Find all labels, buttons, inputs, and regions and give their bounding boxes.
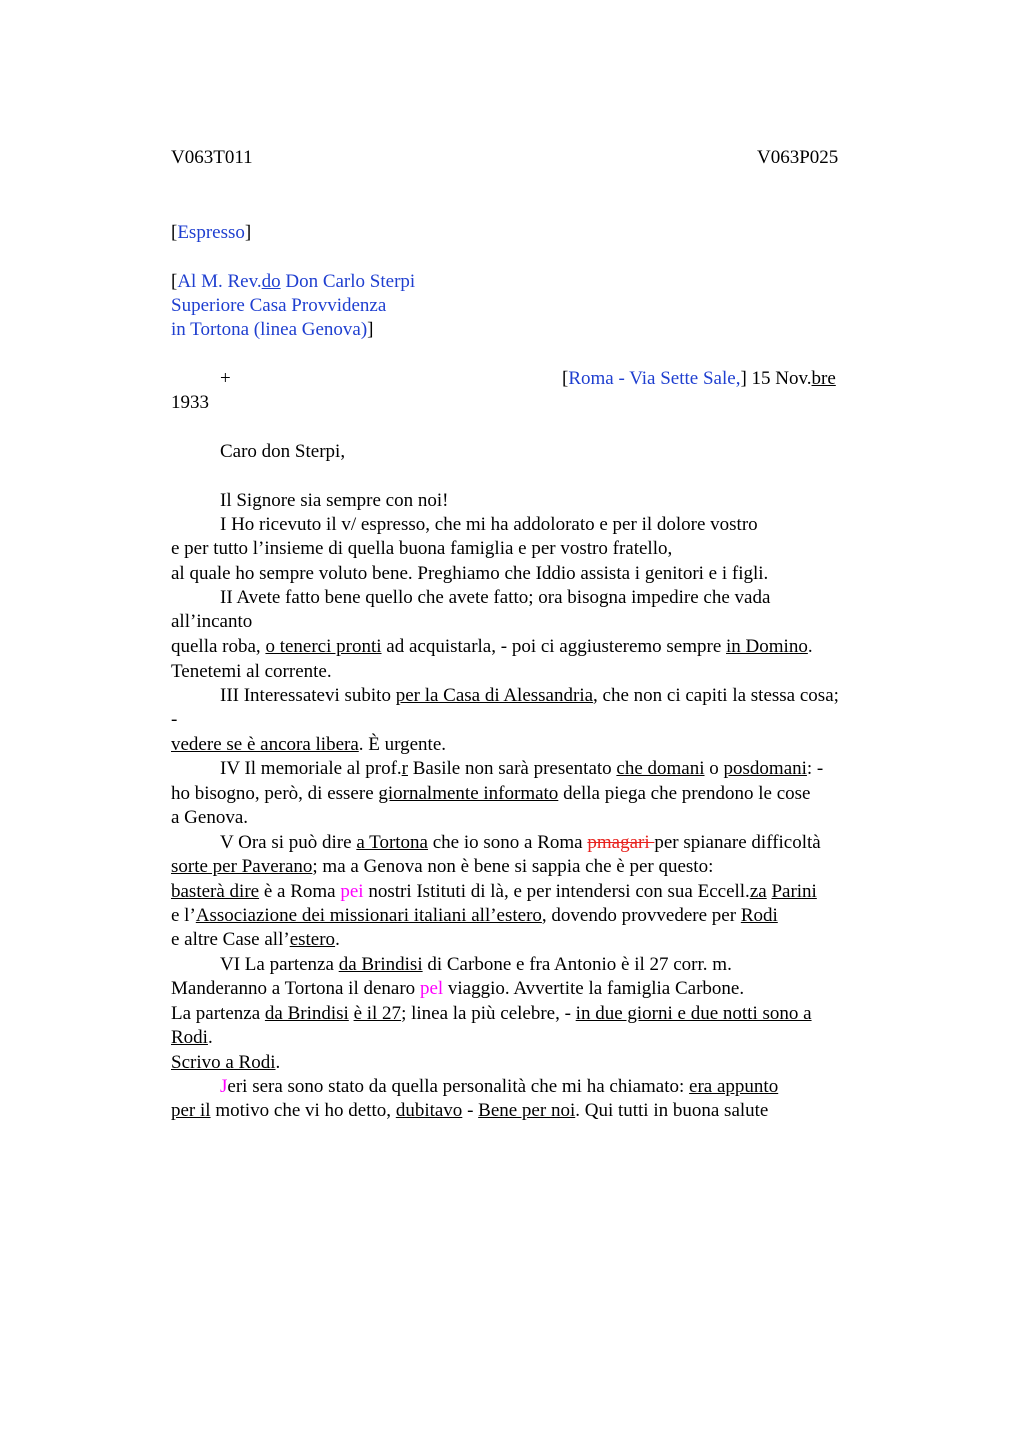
date-text: bre <box>811 368 836 389</box>
text: . Qui tutti in buona salute <box>575 1100 769 1121</box>
text: . È urgente. <box>358 734 447 755</box>
text: di Carbone e fra Antonio è il 27 corr. m. <box>422 954 732 975</box>
text: viaggio. Avvertite la famiglia Carbone. <box>443 978 745 999</box>
underlined-text: basterà dire <box>171 881 260 902</box>
bracket: [ <box>562 368 569 389</box>
address-text: Don Carlo Sterpi <box>280 271 416 292</box>
letter-line: Il Signore sia sempre con noi! <box>220 490 449 511</box>
text: quella roba, <box>171 636 266 657</box>
underlined-text: o tenerci pronti <box>265 636 382 657</box>
letter-line <box>171 635 813 659</box>
text: e l’ <box>171 905 196 926</box>
text: : - <box>806 758 824 779</box>
underlined-text: che domani <box>616 758 705 779</box>
underlined-text: estero <box>289 929 336 950</box>
underlined-text: è il 27 <box>353 1003 402 1024</box>
letter-line <box>220 953 732 977</box>
place-text: Roma - Via Sette Sale, <box>568 368 741 389</box>
salutation: Caro don Sterpi, <box>220 441 346 462</box>
letter-line <box>171 904 778 928</box>
date-year: 1933 <box>171 392 209 413</box>
letter-line <box>171 977 744 1001</box>
text: motivo che vi ho detto, <box>210 1100 396 1121</box>
text: ho bisogno, però, di essere <box>171 783 379 804</box>
document-id-left: V063T011 <box>171 147 253 168</box>
text: . <box>335 929 340 950</box>
text: Manderanno a Tortona il denaro <box>171 978 420 999</box>
underlined-text: za <box>749 881 767 902</box>
text: nostri Istituti di là, e per intendersi con sua Eccell. <box>363 881 750 902</box>
address-text: do <box>261 271 281 292</box>
espresso-word: Espresso <box>177 222 245 243</box>
underlined-text: a Tortona <box>356 832 428 853</box>
text: . <box>807 636 813 657</box>
text: V Ora si può dire <box>220 832 357 853</box>
bracket: [ <box>171 222 178 243</box>
letter-line <box>171 880 817 904</box>
cross-mark: + <box>220 368 231 389</box>
underlined-text: sorte per Paverano <box>171 856 313 877</box>
underlined-text: Scrivo a Rodi <box>171 1052 276 1073</box>
address-text: in Tortona (linea Genova) <box>171 319 368 340</box>
underlined-text: Rodi <box>740 905 778 926</box>
address-line-2: Superiore Casa Provvidenza <box>171 295 387 316</box>
date-text: ] 15 Nov. <box>740 368 812 389</box>
underlined-text: da Brindisi <box>338 954 423 975</box>
letter-line <box>220 684 839 708</box>
dateline <box>562 367 836 391</box>
text: o <box>704 758 724 779</box>
letter-line <box>220 831 821 855</box>
document-id-right: V063P025 <box>757 147 839 168</box>
letter-line: I Ho ricevuto il v/ espresso, che mi ha addolorato e per il dolore vostro <box>220 514 758 535</box>
letter-line: al quale ho sempre voluto bene. Preghiamo che Iddio assista i genitori e i figli. <box>171 563 769 584</box>
text: , che non ci capiti la stessa cosa; <box>593 685 839 706</box>
address-line-1 <box>171 270 415 294</box>
letter-line: II Avete fatto bene quello che avete fatto; ora bisogna impedire che vada <box>220 587 771 608</box>
letter-line: a Genova. <box>171 807 249 828</box>
underlined-text: Parini <box>771 881 817 902</box>
text: ad acquistarla, - poi ci aggiusteremo sempre <box>381 636 727 657</box>
espresso-note <box>171 221 251 245</box>
underlined-text: Associazione dei missionari italiani all’estero <box>195 905 542 926</box>
underlined-text: per il <box>171 1100 211 1121</box>
bracket: [ <box>171 271 178 292</box>
underlined-text: Rodi <box>171 1027 208 1048</box>
letter-line: Tenetemi al corrente. <box>171 661 332 682</box>
letter-line: - <box>171 709 178 730</box>
letter-line <box>171 1051 280 1075</box>
underlined-text: vedere se è ancora libera <box>171 734 359 755</box>
text: per spianare difficoltà <box>654 832 821 853</box>
underlined-text: da Brindisi <box>264 1003 349 1024</box>
variant-text: pel <box>419 978 444 999</box>
letter-line <box>171 855 713 879</box>
underlined-text: in due giorni e due notti sono a <box>575 1003 812 1024</box>
text: ; ma a Genova non è bene si sappia che è per questo: <box>312 856 714 877</box>
letter-line <box>171 1026 213 1050</box>
underlined-text: r <box>401 758 408 779</box>
letter-line: all’incanto <box>171 611 253 632</box>
text: . <box>207 1027 213 1048</box>
underlined-text: posdomani <box>723 758 807 779</box>
text: IV Il memoriale al prof. <box>220 758 402 779</box>
underlined-text: dubitavo <box>395 1100 463 1121</box>
text: che io sono a Roma <box>428 832 588 853</box>
text: , dovendo provvedere per <box>541 905 741 926</box>
deleted-text: pmagari <box>587 832 655 853</box>
text: Basile non sarà presentato <box>408 758 617 779</box>
text: ; linea la più celebre, - <box>401 1003 576 1024</box>
underlined-text: Bene per noi <box>478 1100 576 1121</box>
letter-line <box>171 782 810 806</box>
bracket: ] <box>367 319 374 340</box>
letter-line: e per tutto l’insieme di quella buona famiglia e per vostro fratello, <box>171 538 673 559</box>
letter-line <box>171 1002 812 1026</box>
underlined-text: in Domino <box>726 636 808 657</box>
text: La partenza <box>171 1003 265 1024</box>
address-text: Al M. Rev. <box>177 271 262 292</box>
variant-text: J <box>220 1076 228 1097</box>
letter-line <box>220 757 823 781</box>
letter-line <box>171 928 340 952</box>
letter-line <box>171 1099 768 1123</box>
underlined-text: per la Casa di Alessandria <box>395 685 594 706</box>
text: della piega che prendono le cose <box>558 783 811 804</box>
text: VI La partenza <box>220 954 339 975</box>
text: III Interessatevi subito <box>220 685 396 706</box>
variant-text: pei <box>340 881 364 902</box>
address-line-3 <box>171 318 374 342</box>
underlined-text: era appunto <box>689 1076 779 1097</box>
letter-line <box>171 733 446 757</box>
bracket: ] <box>244 222 252 243</box>
text: . <box>275 1052 281 1073</box>
underlined-text: giornalmente informato <box>378 783 559 804</box>
text: eri sera sono stato da quella personalità che mi ha chiamato: <box>227 1076 690 1097</box>
text: e altre Case all’ <box>171 929 290 950</box>
text: è a Roma <box>259 881 341 902</box>
letter-line <box>220 1075 778 1099</box>
text: - <box>462 1100 479 1121</box>
